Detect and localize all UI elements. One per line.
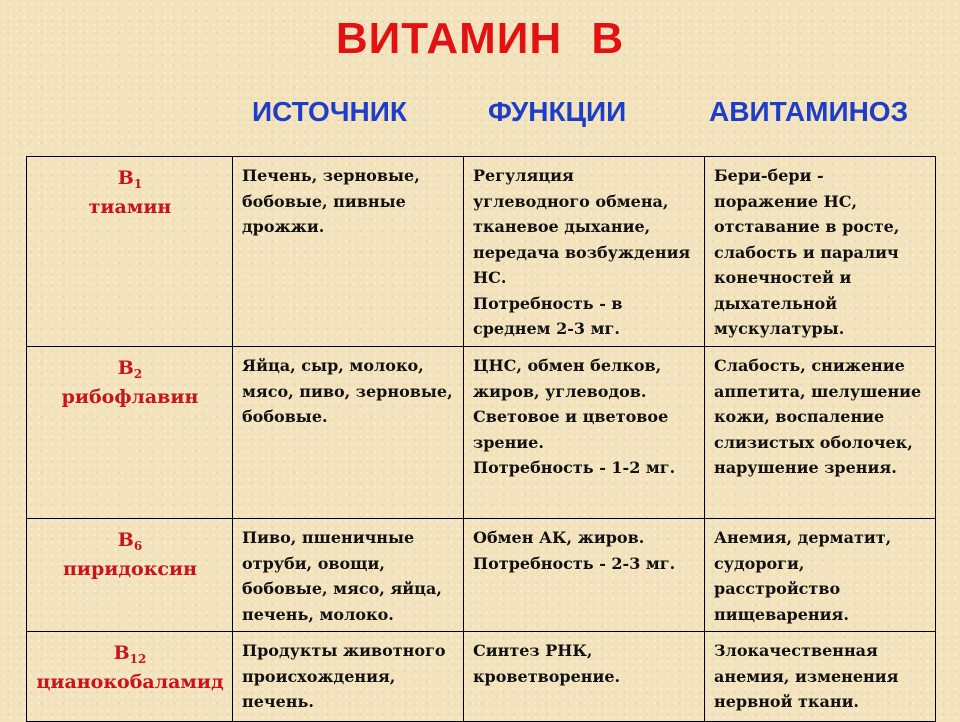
vitamin-table <box>26 156 936 722</box>
column-header-deficiency: АВИТАМИНОЗ <box>709 96 909 127</box>
vitamin-name: пиридоксин <box>62 558 197 580</box>
vitamin-name-cell <box>27 347 233 519</box>
deficiency-cell <box>705 157 936 347</box>
deficiency-line: аппетита, шелушение <box>714 381 922 401</box>
table-row <box>27 157 936 347</box>
vitamin-name-cell <box>27 157 233 347</box>
functions-line: углеводного обмена, <box>473 191 669 211</box>
functions-line: тканевое дыхание, <box>473 217 651 236</box>
deficiency-line: дыхательной <box>714 293 838 313</box>
functions-line: среднем 2-3 мг. <box>473 319 620 338</box>
source-line: Пиво, пшеничные <box>242 528 415 547</box>
source-line: отруби, овощи, <box>242 553 385 573</box>
vitamin-letter: B <box>117 357 134 379</box>
vitamin-letter: B <box>117 529 134 551</box>
vitamin-name: тиамин <box>88 196 172 218</box>
deficiency-line: нарушение зрения. <box>714 458 897 477</box>
source-line: бобовые. <box>242 407 328 426</box>
source-cell <box>233 632 464 722</box>
deficiency-line: поражение НС, <box>714 191 858 211</box>
table-row <box>27 632 936 722</box>
vitamin-name: рибофлавин <box>61 386 199 408</box>
source-line: дрожжи. <box>242 217 325 236</box>
functions-line: Синтез РНК, <box>473 641 593 660</box>
source-line: Яйца, сыр, молоко, <box>242 356 424 375</box>
functions-line: Световое и цветовое <box>473 407 669 426</box>
deficiency-line: нервной ткани. <box>714 692 859 711</box>
deficiency-line: Анемия, дерматит, <box>714 528 892 547</box>
source-line: бобовые, мясо, яйца, <box>242 579 442 598</box>
deficiency-line: слизистых оболочек, <box>714 432 913 452</box>
deficiency-line: Бери-бери - <box>714 166 824 185</box>
source-line: бобовые, пивные <box>242 191 406 211</box>
vitamin-name: цианокобаламид <box>36 671 224 693</box>
deficiency-line: мускулатуры. <box>714 319 845 338</box>
column-header-source: ИСТОЧНИК <box>252 96 407 127</box>
functions-line: жиров, углеводов. <box>473 381 647 401</box>
deficiency-line: слабость и паралич <box>714 242 899 262</box>
functions-line: Потребность - 1-2 мг. <box>473 458 676 477</box>
functions-line: передача возбуждения <box>473 242 691 262</box>
page-title: ВИТАМИН В <box>335 14 625 63</box>
source-line: Продукты животного <box>242 641 446 660</box>
deficiency-cell <box>705 347 936 519</box>
vitamin-subscript: 1 <box>133 177 143 191</box>
functions-line: Регуляция <box>473 166 574 185</box>
table-row <box>27 519 936 632</box>
functions-cell <box>464 347 705 519</box>
source-line: происхождения, <box>242 666 396 686</box>
functions-line: НС. <box>473 268 507 287</box>
vitamin-name-cell <box>27 632 233 722</box>
vitamin-subscript: 2 <box>133 367 143 381</box>
deficiency-line: Злокачественная <box>714 641 878 660</box>
deficiency-line: отставание в росте, <box>714 217 900 236</box>
deficiency-line: Слабость, снижение <box>714 356 905 375</box>
column-header-functions: ФУНКЦИИ <box>488 96 627 127</box>
functions-line: Потребность - в <box>473 293 623 313</box>
vitamin-subscript: 6 <box>133 539 143 553</box>
deficiency-line: расстройство <box>714 579 841 598</box>
source-line: Печень, зерновые, <box>242 166 420 185</box>
source-line: печень. <box>242 692 314 711</box>
vitamin-name-cell <box>27 519 233 632</box>
vitamin-letter: B <box>113 642 130 664</box>
functions-line: зрение. <box>473 432 544 452</box>
deficiency-line: пищеварения. <box>714 604 849 624</box>
functions-line: Потребность - 2-3 мг. <box>473 553 676 573</box>
source-line: мясо, пиво, зерновые, <box>242 381 453 401</box>
table-row <box>27 347 936 519</box>
functions-line: ЦНС, обмен белков, <box>473 356 662 375</box>
functions-cell <box>464 157 705 347</box>
deficiency-line: судороги, <box>714 553 805 573</box>
deficiency-line: анемия, изменения <box>714 666 899 686</box>
source-line: печень, молоко. <box>242 604 394 624</box>
functions-line: Обмен АК, жиров. <box>473 528 645 547</box>
functions-cell <box>464 632 705 722</box>
vitamin-subscript: 12 <box>129 652 147 666</box>
deficiency-line: кожи, воспаление <box>714 407 885 426</box>
source-cell <box>233 347 464 519</box>
deficiency-cell <box>705 519 936 632</box>
functions-cell <box>464 519 705 632</box>
source-cell <box>233 157 464 347</box>
deficiency-cell <box>705 632 936 722</box>
vitamin-letter: B <box>117 167 134 189</box>
functions-line: кроветворение. <box>473 666 621 686</box>
deficiency-line: конечностей и <box>714 268 852 287</box>
source-cell <box>233 519 464 632</box>
